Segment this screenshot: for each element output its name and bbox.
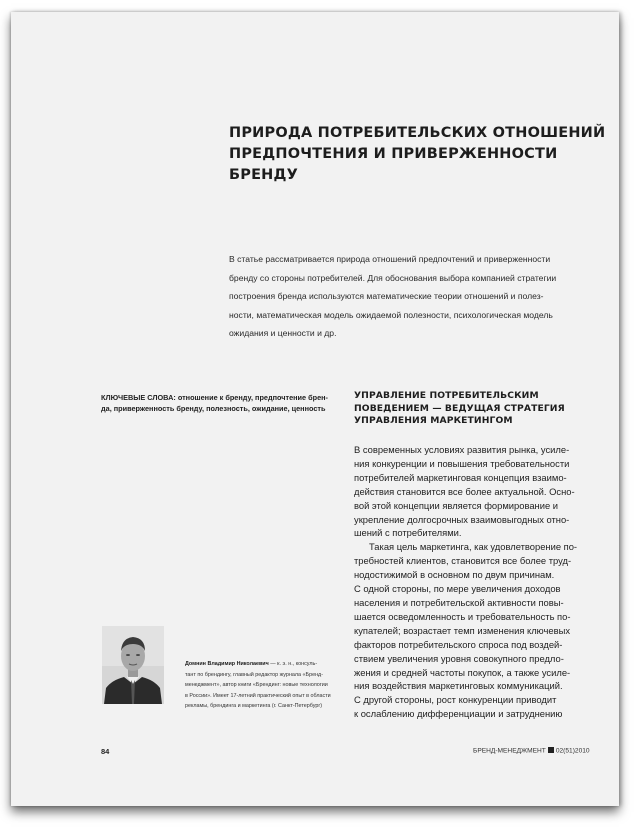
body-line: купателей; возрастает темп изменения ключевых — [354, 624, 571, 636]
bio-line: тант по брендингу, главный редактор журнала «Бренд- — [185, 671, 323, 678]
abstract-line: ности, математическая модель ожидаемой полезности, психологическая модель — [229, 309, 553, 320]
abstract-line: построения бренда используются математические теории отношений и полез- — [229, 291, 544, 302]
abstract-line: В статье рассматривается природа отношений предпочтений и приверженности — [229, 254, 551, 264]
body-line: шается осведомленность и требовательность по- — [354, 610, 571, 622]
title-line: ПРЕДПОЧТЕНИЯ И ПРИВЕРЖЕННОСТИ — [229, 146, 558, 162]
issue-number: 02(51)2010 — [555, 747, 590, 755]
body-line: С одной стороны, по мере увеличения доходов — [354, 583, 561, 595]
author-bio — [185, 659, 345, 712]
body-line: факторов потребительского спроса под воздей- — [354, 638, 563, 650]
body-line: жения и средней частоты покупок, а также усиле- — [354, 666, 571, 678]
body-line: населения и потребительской активности повы- — [354, 596, 564, 608]
body-line: укрепление долгосрочных взаимовыгодных отно- — [354, 513, 570, 525]
page-number: 84 — [101, 747, 110, 756]
abstract — [229, 250, 589, 343]
author-name: Домнин Владимир Николаевич — [185, 661, 269, 667]
square-icon — [548, 747, 554, 753]
magazine-page — [11, 12, 619, 806]
section-heading — [354, 390, 594, 428]
body-line: С другой стороны, рост конкуренции приводит — [354, 694, 557, 706]
bio-line: рекламы, брендинга и маркетинга (г. Санкт-Петербург) — [185, 703, 323, 710]
body-line: В современных условиях развития рынка, усиле- — [354, 444, 570, 455]
body-line: шений с потребителями. — [354, 527, 462, 539]
keywords — [101, 392, 341, 414]
author-photo — [102, 626, 164, 704]
body-line: ния конкуренции и повышения требовательности — [354, 457, 570, 469]
body-line: Такая цель маркетинга, как удовлетворение по- — [369, 541, 578, 553]
body-text — [354, 443, 594, 721]
body-line: ствием увеличения уровня совокупного предло- — [354, 652, 564, 664]
body-line: нодостижимой в основном по двум причинам. — [354, 569, 555, 581]
journal-name: БРЕНД-МЕНЕДЖМЕНТ — [473, 747, 546, 755]
section-heading-line: УПРАВЛЕНИЕ ПОТРЕБИТЕЛЬСКИМ — [354, 390, 539, 401]
bio-line: менеджмент», автор книги «Брендинг: новые технологии — [185, 682, 328, 689]
section-heading-line: УПРАВЛЕНИЯ МАРКЕТИНГОМ — [354, 415, 513, 426]
bio-line: в России». Имеет 17-летний практический опыт в области — [185, 692, 331, 699]
section-heading-line: ПОВЕДЕНИЕМ — ВЕДУЩАЯ СТРАТЕГИЯ — [354, 402, 565, 414]
body-line: потребителей маркетинговая концепция взаимо- — [354, 471, 567, 483]
title-line: ПРИРОДА ПОТРЕБИТЕЛЬСКИХ ОТНОШЕНИЙ — [229, 125, 606, 141]
body-line: действия становится все более актуальной. Осно- — [354, 485, 575, 497]
keywords-line: да, приверженность бренду, полезность, ожидание, ценность — [101, 404, 326, 413]
title-line: БРЕНДУ — [229, 167, 299, 183]
keywords-line: КЛЮЧЕВЫЕ СЛОВА: отношение к бренду, предпочтение брен- — [101, 393, 328, 402]
body-line: ния воздействия маркетинговых коммуникаций. — [354, 680, 563, 692]
body-line: требностей клиентов, становится все более труд- — [354, 555, 572, 567]
article-title — [229, 123, 609, 186]
journal-footer — [473, 747, 590, 755]
bio-line: — к. э. н., консуль- — [268, 661, 318, 667]
abstract-line: бренду со стороны потребителей. Для обоснования выбора компанией стратегии — [229, 272, 557, 283]
body-line: вой этой концепции является формирование и — [354, 499, 559, 511]
abstract-line: ожидания и ценности и др. — [229, 328, 337, 339]
body-line: к ослаблению дифференциации и затруднению — [354, 708, 563, 720]
